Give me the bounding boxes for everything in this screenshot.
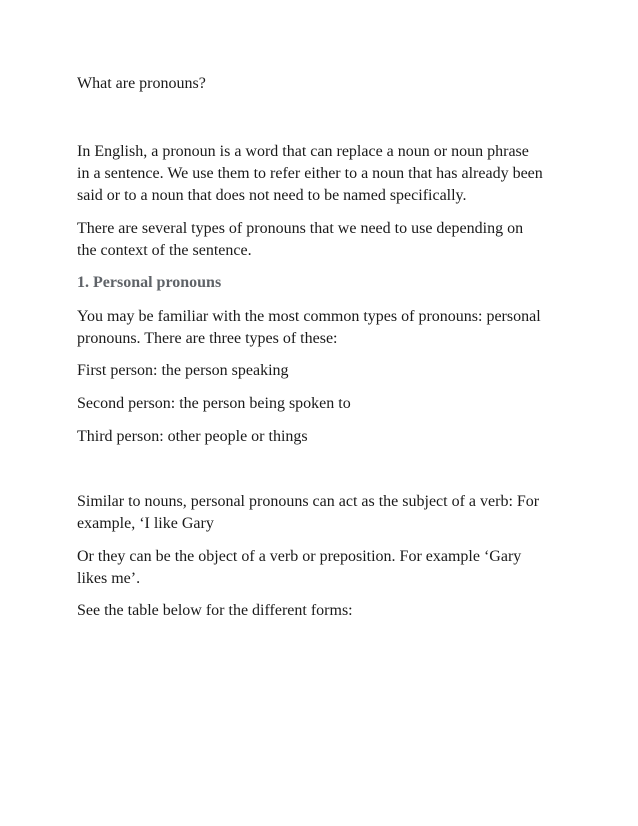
third-person-item xyxy=(77,426,577,448)
intro-line-2: in a sentence. We use them to refer either to a noun that has already been xyxy=(77,165,543,182)
first-person-text: First person: the person speaking xyxy=(77,362,289,379)
section-heading-text: 1. Personal pronouns xyxy=(77,274,222,291)
intro-line-1: In English, a pronoun is a word that can replace a noun or noun phrase xyxy=(77,143,529,160)
second-person-item xyxy=(77,393,577,415)
object-paragraph xyxy=(77,546,577,590)
second-person-text: Second person: the person being spoken to xyxy=(77,395,351,412)
intro-line-3: said or to a noun that does not need to be named specifically. xyxy=(77,187,467,204)
subject-line-2: example, ‘I like Gary xyxy=(77,515,214,532)
subject-line-1: Similar to nouns, personal pronouns can act as the subject of a verb: For xyxy=(77,493,540,510)
familiar-line-1: You may be familiar with the most common types of pronouns: personal xyxy=(77,308,541,325)
subject-paragraph xyxy=(77,491,577,535)
types-line-2: the context of the sentence. xyxy=(77,242,252,259)
title-text: What are pronouns? xyxy=(77,75,206,92)
types-paragraph xyxy=(77,218,577,262)
section-heading xyxy=(77,272,577,294)
table-intro-text: See the table below for the different forms: xyxy=(77,602,353,619)
types-line-1: There are several types of pronouns that we need to use depending on xyxy=(77,220,524,237)
page-title xyxy=(77,73,577,95)
table-intro-paragraph xyxy=(77,600,577,622)
object-line-2: likes me’. xyxy=(77,570,141,587)
familiar-paragraph xyxy=(77,306,577,350)
third-person-text: Third person: other people or things xyxy=(77,428,308,445)
familiar-line-2: pronouns. There are three types of these: xyxy=(77,330,338,347)
intro-paragraph xyxy=(77,141,577,207)
first-person-item xyxy=(77,360,577,382)
object-line-1: Or they can be the object of a verb or preposition. For example ‘Gary xyxy=(77,548,522,565)
